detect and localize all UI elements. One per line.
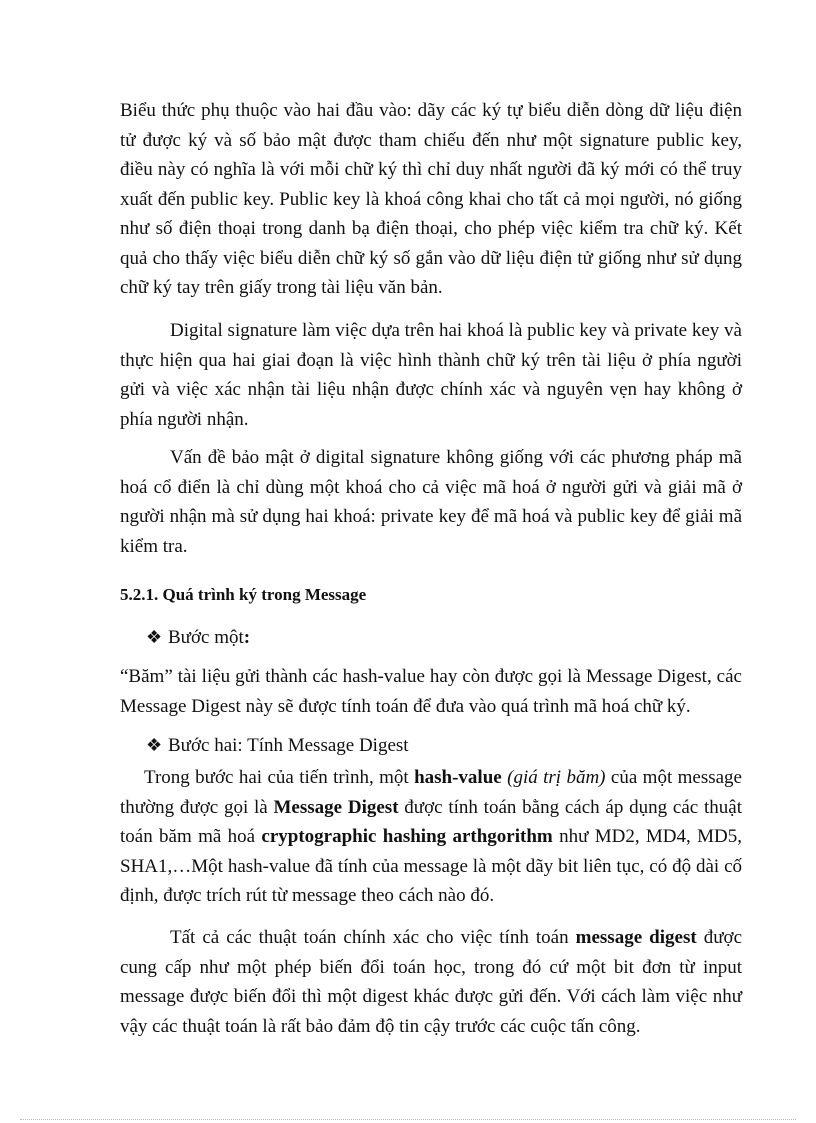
bold-term-hash-value: hash-value <box>414 767 502 788</box>
paragraph-hash-document: “Băm” tài liệu gửi thành các hash-value hay còn được gọi là Message Digest, các Message Digest này sẽ được tính toán để đưa vào quá trình mã hoá chữ ký. <box>120 666 742 717</box>
bullet-step-two-label: Bước hai: Tính Message Digest <box>168 735 409 756</box>
paragraph-algorithms-reliability <box>120 923 742 1041</box>
section-heading: 5.2.1. Quá trình ký trong Message <box>120 585 367 604</box>
text-run: như MD2, MD4, MD5, SHA1,…Một hash-value đã tính của message là một dãy bit liên tục, có độ dài cố định, được trích rút từ message theo cách nào đó. <box>120 826 742 906</box>
bullet-step-two <box>146 732 409 759</box>
text-run: Trong bước hai của tiến trình, một <box>144 767 415 788</box>
paragraph-security-issue: Vấn đề bảo mật ở digital signature không giống với các phương pháp mã hoá cổ điển là chỉ dùng một khoá cho cả việc mã hoá ở người gửi và giải mã ở người nhận mà sử dụng hai khoá: private key để mã hoá và public key để giải mã kiểm tra. <box>120 447 742 557</box>
page-footer-divider <box>20 1119 796 1120</box>
paragraph-digital-signature-keys: Digital signature làm việc dựa trên hai khoá là public key và private key và thực hiện qua hai giai đoạn là việc hình thành chữ ký trên tài liệu ở phía người gửi và việc xác nhận tài liệu nhận được chính xác và nguyên vẹn hay không ở phía người nhận. <box>120 320 742 430</box>
italic-term-hash-gloss: (giá trị băm) <box>501 767 606 788</box>
text-run: được cung cấp như một phép biến đổi toán học, trong đó cứ một bit đơn từ input message được biến đổi thì một digest khác được gửi đến. Với cách làm việc như vậy các thuật toán là rất bảo đảm độ tin cậy trước các cuộc tấn công. <box>120 927 742 1037</box>
paragraph-step-two-detail <box>120 763 742 911</box>
bold-term-message-digest: message digest <box>575 927 697 948</box>
bullet-step-one-label: Bước một <box>168 627 244 648</box>
diamond-bullet-icon: ❖ <box>146 735 163 755</box>
paragraph-signature-expression: Biểu thức phụ thuộc vào hai đầu vào: dãy các ký tự biểu diễn dòng dữ liệu điện tử được ký và số bảo mật được tham chiếu đến như một signature public key, điều này có nghĩa là với mỗi chữ ký thì chỉ duy nhất người đã ký mới có thể truy xuất đến public key. Public key là khoá công khai cho tất cả mọi người, nó giống như số điện thoại trong danh bạ điện thoại, cho phép việc kiểm tra chữ ký. Kết quả cho thấy việc biểu diễn chữ ký số gắn vào dữ liệu điện tử giống như sử dụng chữ ký tay trên giấy trong tài liệu văn bản. <box>120 100 742 298</box>
bullet-step-one <box>146 624 250 651</box>
text-run: Tất cả các thuật toán chính xác cho việc tính toán <box>170 927 576 948</box>
bold-term-hashing-algorithm: cryptographic hashing arthgorithm <box>261 826 553 847</box>
text-run: của một message thường được gọi là <box>120 767 742 818</box>
bold-term-message-digest: Message Digest <box>273 796 399 818</box>
diamond-bullet-icon: ❖ <box>146 627 163 647</box>
text-run: được tính toán bằng cách áp dụng các thuật toán băm mã hoá <box>120 796 742 847</box>
bullet-step-one-colon: : <box>243 627 251 648</box>
